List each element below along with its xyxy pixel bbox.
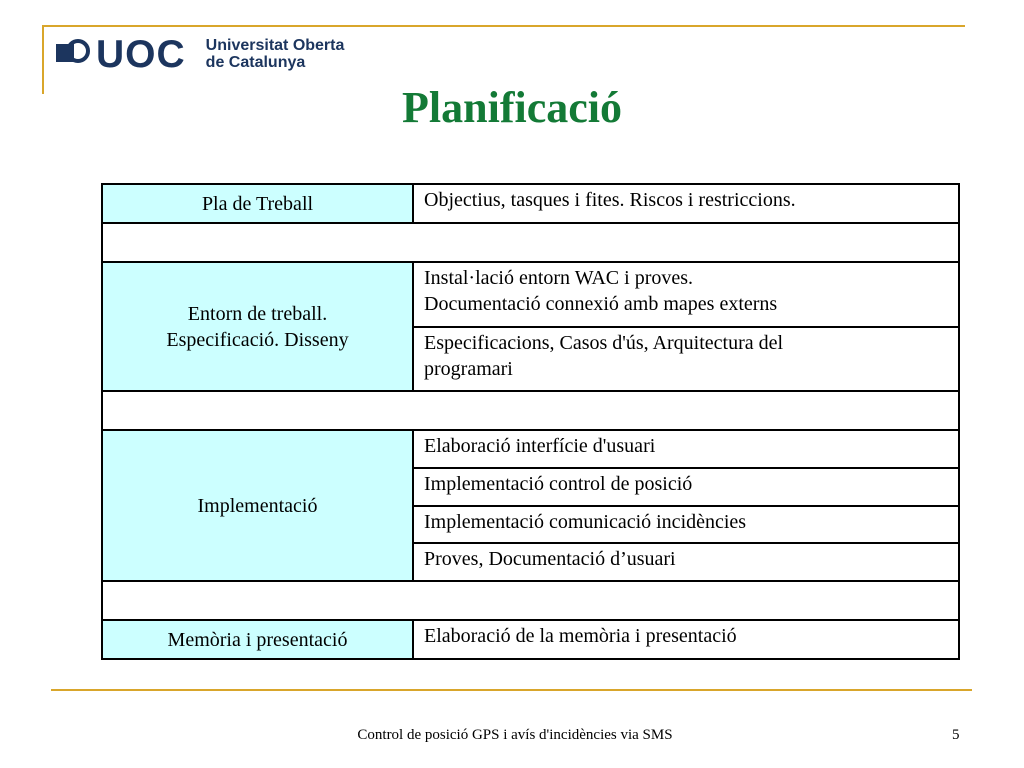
header-rule — [44, 25, 965, 27]
uoc-logo — [56, 32, 345, 76]
phase-cell: Implementació — [102, 430, 413, 581]
phase-cell: Pla de Treball — [102, 184, 413, 223]
task-cell — [413, 327, 959, 391]
slide-title: Planificació — [402, 83, 622, 132]
spacer-row — [102, 223, 959, 262]
phase-line: Especificació. Disseny — [166, 328, 349, 351]
university-name-line2: de Catalunya — [205, 54, 306, 71]
planning-table — [101, 183, 960, 660]
spacer-row — [102, 391, 959, 430]
task-line: Especificacions, Casos d'ús, Arquitectura del — [424, 332, 784, 354]
phase-line: Entorn de treball. — [187, 302, 328, 325]
spacer-cell — [102, 391, 959, 430]
footer-text: Control de posició GPS i avís d'incidències via SMS — [357, 727, 673, 743]
task-cell: Elaboració de la memòria i presentació — [413, 620, 959, 659]
task-cell: Elaboració interfície d'usuari — [413, 430, 959, 468]
spacer-cell — [102, 223, 959, 262]
task-line: Instal·lació entorn WAC i proves. — [424, 267, 694, 289]
table-row — [102, 262, 959, 327]
university-name — [206, 37, 345, 71]
task-cell: Objectius, tasques i fites. Riscos i restriccions. — [413, 184, 959, 223]
footer-rule — [51, 689, 972, 691]
spacer-cell — [102, 581, 959, 620]
phase-cell — [102, 262, 413, 391]
task-cell — [413, 262, 959, 327]
table-row — [102, 430, 959, 468]
page-number: 5 — [952, 727, 960, 743]
uoc-logo-word: UOC — [96, 32, 186, 76]
task-cell: Proves, Documentació d’usuari — [413, 543, 959, 581]
phase-cell: Memòria i presentació — [102, 620, 413, 659]
table-row — [102, 184, 959, 223]
task-line: Documentació connexió amb mapes externs — [424, 293, 778, 315]
table-row — [102, 620, 959, 659]
university-name-line1: Universitat Oberta — [205, 37, 345, 54]
uoc-logo-mark-icon — [56, 38, 94, 70]
task-cell: Implementació control de posició — [413, 468, 959, 506]
task-cell: Implementació comunicació incidències — [413, 506, 959, 543]
spacer-row — [102, 581, 959, 620]
task-line: programari — [424, 358, 513, 380]
